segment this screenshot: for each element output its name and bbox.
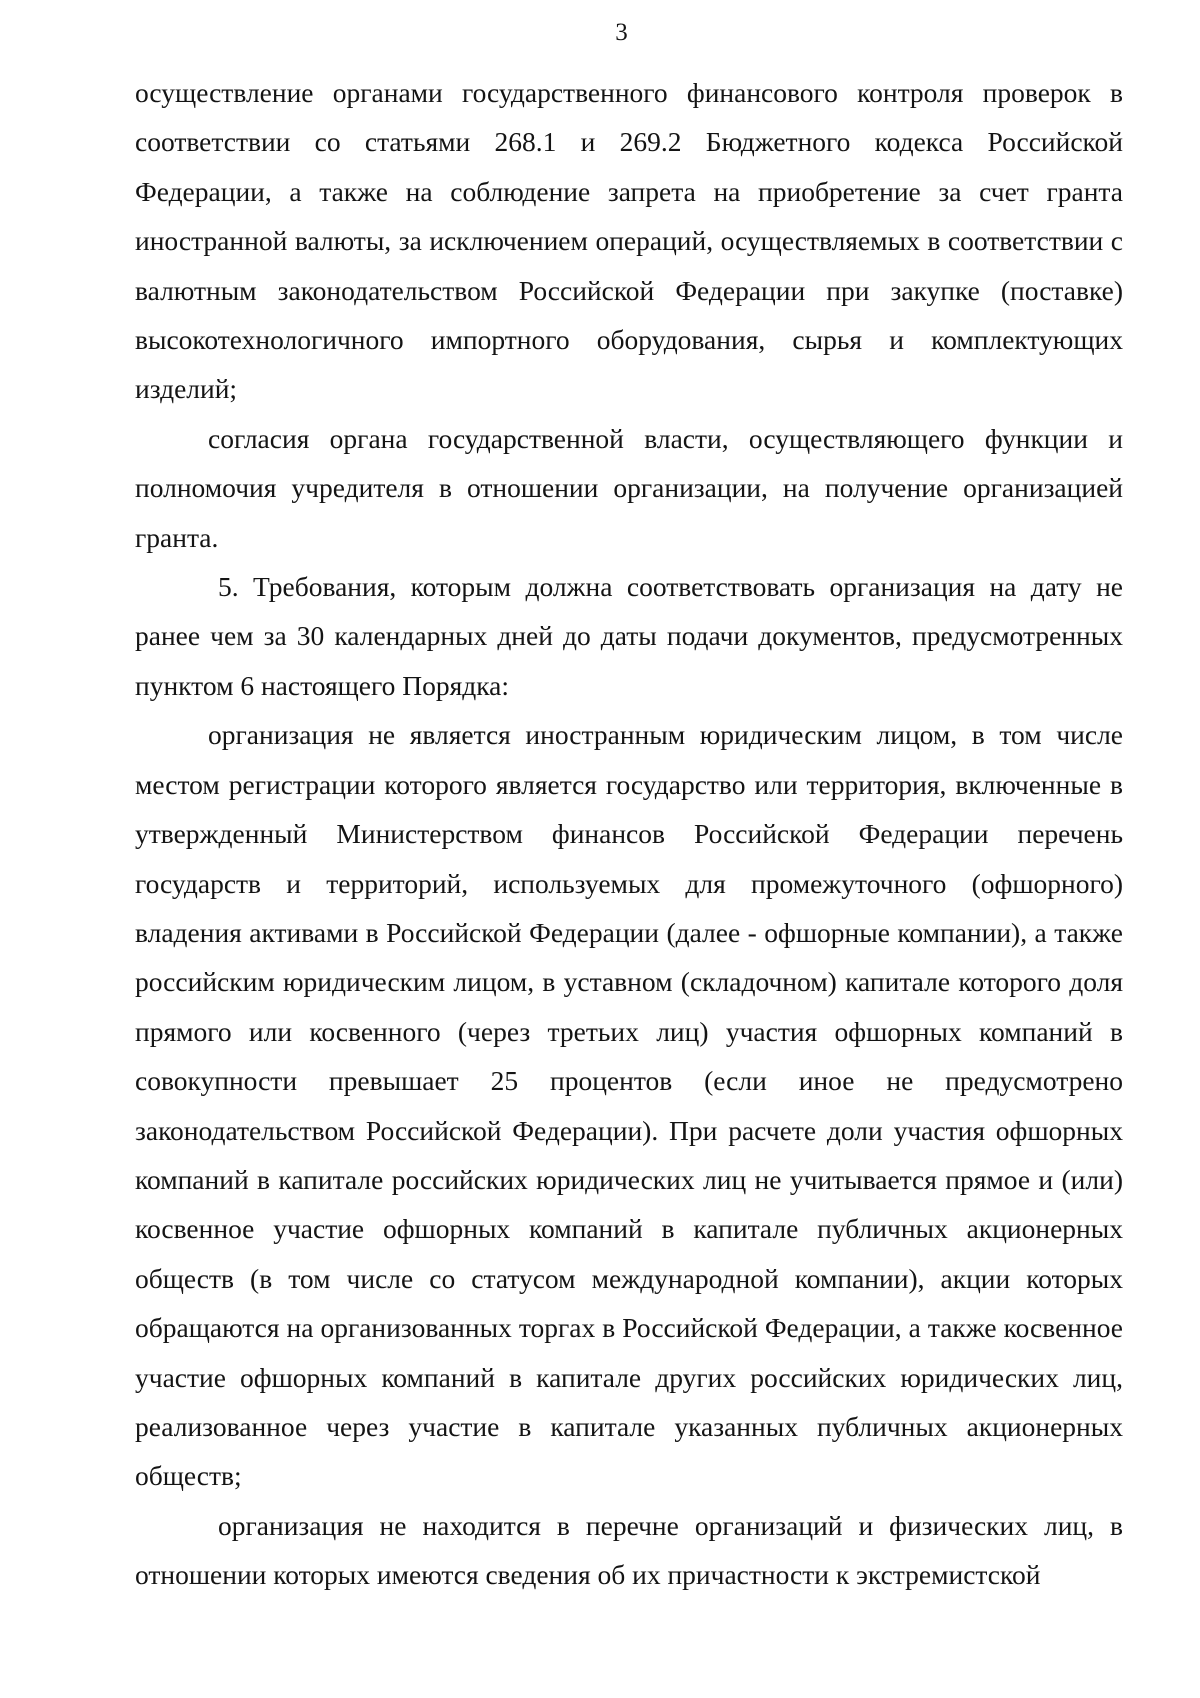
document-body — [135, 68, 1123, 1600]
paragraph-requirements-5: 5. Требования, которым должна соответствовать организация на дату не ранее чем за 30 календарных дней до даты подачи документов, предусмотренных пунктом 6 настоящего Порядка: — [135, 571, 1123, 701]
page-number: 3 — [615, 19, 628, 46]
paragraph-extremism-list: организация не находится в перечне организаций и физических лиц, в отношении которых имеются сведения об их причастности к экстремистской — [135, 1509, 1123, 1591]
paragraph-audit-consent: осуществление органами государственного финансового контроля проверок в соответствии со статьями 268.1 и 269.2 Бюджетного кодекса Российской Федерации, а также на соблюдение запрета на приобретение за счет гранта иностранной валюты, за исключением операций, осуществляемых в соответствии с валютным законодательством Российской Федерации при закупке (поставке) высокотехнологичного импортного оборудования, сырья и комплектующих изделий; — [135, 77, 1123, 405]
paragraph-offshore-requirement: организация не является иностранным юридическим лицом, в том числе местом регистрации которого является государство или территория, включенные в утвержденный Министерством финансов Российской Федерации перечень государств и территорий, используемых для промежуточного (офшорного) владения активами в Российской Федерации (далее - офшорные компании), а также российским юридическим лицом, в уставном (складочном) капитале которого доля прямого или косвенного (через третьих лиц) участия офшорных компаний в совокупности превышает 25 процентов (если иное не предусмотрено законодательством Российской Федерации). При расчете доли участия офшорных компаний в капитале российских юридических лиц не учитывается прямое и (или) косвенное участие офшорных компаний в капитале публичных акционерных обществ (в том числе со статусом международной компании), акции которых обращаются на организованных торгах в Российской Федерации, а также косвенное участие офшорных компаний в капитале других российских юридических лиц, реализованное через участие в капитале указанных публичных акционерных обществ; — [135, 719, 1123, 1492]
paragraph-founder-consent: согласия органа государственной власти, осуществляющего функции и полномочия учредителя в отношении организации, на получение организацией гранта. — [135, 422, 1123, 553]
